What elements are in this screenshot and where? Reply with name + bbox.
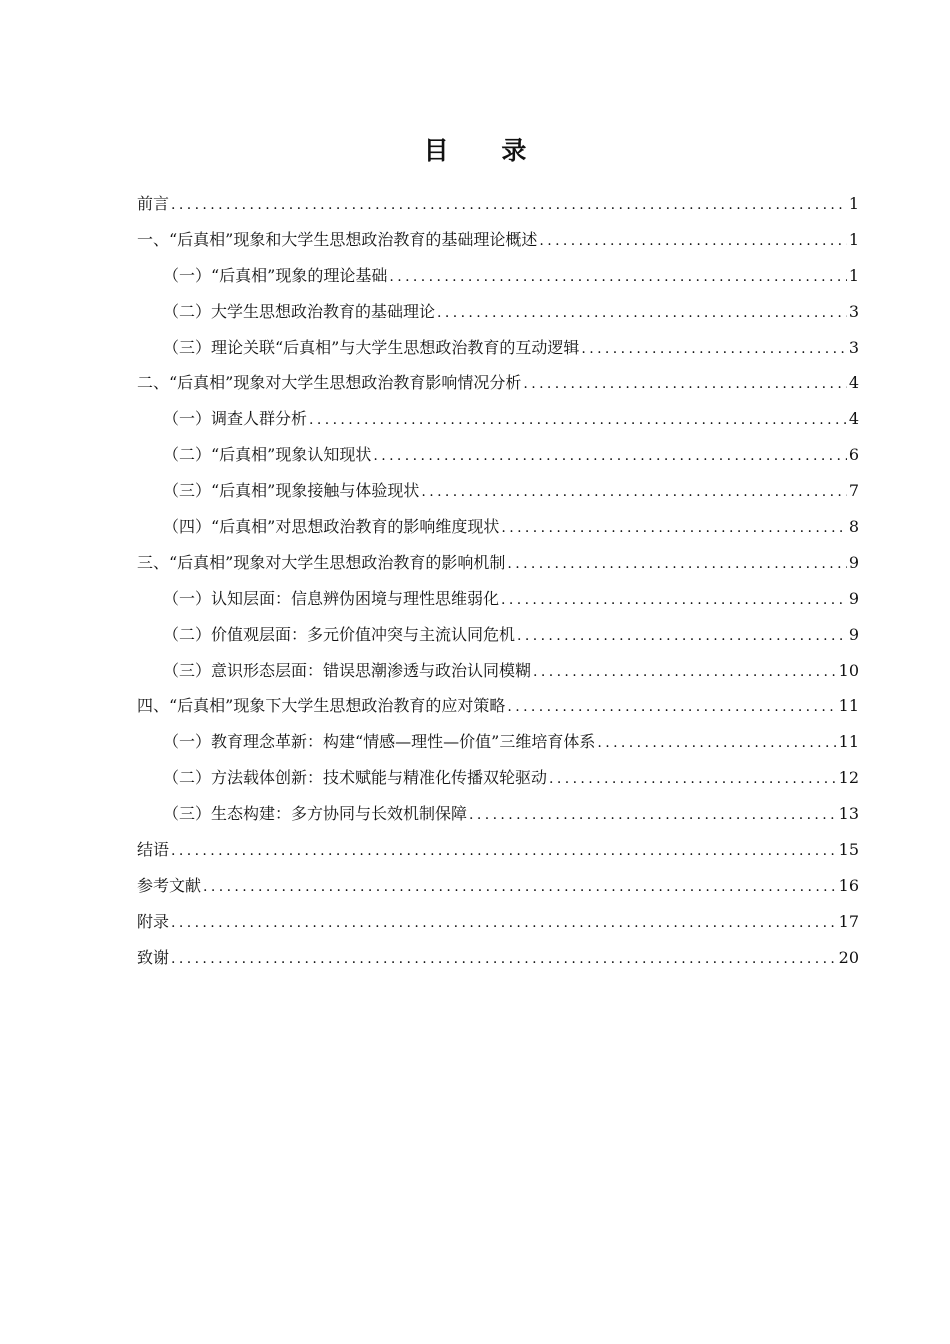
toc-entry[interactable] [137, 940, 859, 976]
toc-entry-text: （三）生态构建：多方协同与长效机制保障 [163, 804, 468, 824]
table-of-contents [137, 186, 859, 976]
toc-dot-leader [501, 511, 846, 547]
toc-entry-text: （三）理论关联“后真相”与大学生思想政治教育的互动逻辑 [163, 337, 580, 357]
toc-entry[interactable] [137, 473, 859, 509]
toc-page-number: 1 [848, 229, 859, 249]
toc-dot-leader [507, 547, 846, 583]
toc-page-number: 11 [838, 732, 859, 752]
toc-dot-leader [389, 260, 846, 296]
toc-entry[interactable] [137, 509, 859, 545]
toc-entry[interactable] [137, 401, 859, 437]
toc-entry-text: （二）方法载体创新：技术赋能与精准化传播双轮驱动 [163, 768, 548, 788]
toc-entry[interactable] [137, 437, 859, 473]
toc-page-number: 3 [848, 337, 859, 357]
toc-entry[interactable] [137, 186, 859, 222]
toc-entry[interactable] [137, 294, 859, 330]
toc-entry-text: 致谢 [137, 947, 170, 967]
toc-page-number: 6 [848, 445, 859, 465]
toc-page-number: 13 [838, 804, 859, 824]
toc-page-number: 1 [848, 265, 859, 285]
toc-dot-leader [581, 332, 846, 368]
toc-page-number: 7 [848, 481, 859, 501]
toc-dot-leader [171, 834, 837, 870]
toc-page-number: 8 [848, 517, 859, 537]
toc-page-number: 16 [838, 875, 859, 895]
toc-page-number: 17 [838, 911, 859, 931]
toc-dot-leader [171, 188, 847, 224]
toc-page-number: 1 [848, 194, 859, 213]
toc-entry-text: （一）认知层面：信息辨伪困境与理性思维弱化 [163, 588, 500, 608]
toc-entry[interactable] [137, 365, 859, 401]
toc-entry-text: 一、“后真相”现象和大学生思想政治教育的基础理论概述 [137, 229, 538, 249]
toc-dot-leader [309, 403, 847, 439]
toc-page-number: 9 [848, 552, 859, 572]
toc-entry[interactable] [137, 581, 859, 617]
toc-entry-text: （一）教育理念革新：构建“情感—理性—价值”三维培育体系 [163, 732, 596, 752]
toc-page-number: 10 [838, 660, 859, 680]
toc-title: 目 录 [423, 136, 549, 165]
toc-dot-leader [517, 619, 847, 655]
toc-entry[interactable] [137, 760, 859, 796]
toc-entry[interactable] [137, 258, 859, 294]
toc-dot-leader [469, 798, 837, 834]
toc-dot-leader [597, 726, 836, 762]
toc-dot-leader [533, 655, 837, 691]
toc-page-number: 4 [848, 409, 859, 429]
toc-entry[interactable] [137, 653, 859, 689]
toc-page-number: 3 [848, 301, 859, 321]
toc-entry-text: 结语 [137, 840, 170, 860]
toc-dot-leader [437, 296, 847, 332]
toc-entry[interactable] [137, 724, 859, 760]
toc-entry-text: （二）大学生思想政治教育的基础理论 [163, 301, 436, 321]
toc-page-number: 15 [838, 840, 859, 860]
toc-page-number: 9 [848, 588, 859, 608]
toc-entry[interactable] [137, 222, 859, 258]
toc-dot-leader [203, 870, 837, 906]
toc-entry-text: （二）“后真相”现象认知现状 [163, 445, 372, 465]
toc-dot-leader [507, 690, 836, 726]
toc-dot-leader [549, 762, 837, 798]
toc-entry-text: 三、“后真相”现象对大学生思想政治教育的影响机制 [137, 552, 506, 572]
toc-entry-text: 前言 [137, 194, 170, 213]
toc-page-number: 20 [838, 947, 859, 967]
toc-dot-leader [539, 224, 846, 260]
toc-page-number: 9 [848, 624, 859, 644]
toc-entry[interactable] [137, 868, 859, 904]
toc-entry[interactable] [137, 545, 859, 581]
toc-page-number: 12 [838, 768, 859, 788]
toc-entry-text: 二、“后真相”现象对大学生思想政治教育影响情况分析 [137, 373, 522, 393]
toc-entry-text: 四、“后真相”现象下大学生思想政治教育的应对策略 [137, 696, 506, 716]
toc-page-number: 4 [848, 373, 859, 393]
toc-entry[interactable] [137, 688, 859, 724]
toc-dot-leader [171, 906, 837, 942]
toc-dot-leader [421, 475, 846, 511]
toc-entry-text: （一）“后真相”现象的理论基础 [163, 265, 388, 285]
toc-page-number: 11 [838, 696, 859, 716]
toc-dot-leader [501, 583, 847, 619]
toc-dot-leader [171, 942, 837, 978]
toc-entry-text: （二）价值观层面：多元价值冲突与主流认同危机 [163, 624, 516, 644]
toc-entry-text: 附录 [137, 911, 170, 931]
toc-dot-leader [523, 367, 846, 403]
toc-entry[interactable] [137, 904, 859, 940]
toc-entry[interactable] [137, 832, 859, 868]
toc-entry[interactable] [137, 796, 859, 832]
toc-entry-text: （三）意识形态层面：错误思潮渗透与政治认同模糊 [163, 660, 532, 680]
toc-entry[interactable] [137, 330, 859, 366]
toc-entry-text: （一）调查人群分析 [163, 409, 308, 429]
toc-entry-text: （三）“后真相”现象接触与体验现状 [163, 481, 420, 501]
toc-entry-text: 参考文献 [137, 875, 202, 895]
toc-entry-text: （四）“后真相”对思想政治教育的影响维度现状 [163, 517, 500, 537]
toc-entry[interactable] [137, 617, 859, 653]
toc-dot-leader [373, 439, 846, 475]
